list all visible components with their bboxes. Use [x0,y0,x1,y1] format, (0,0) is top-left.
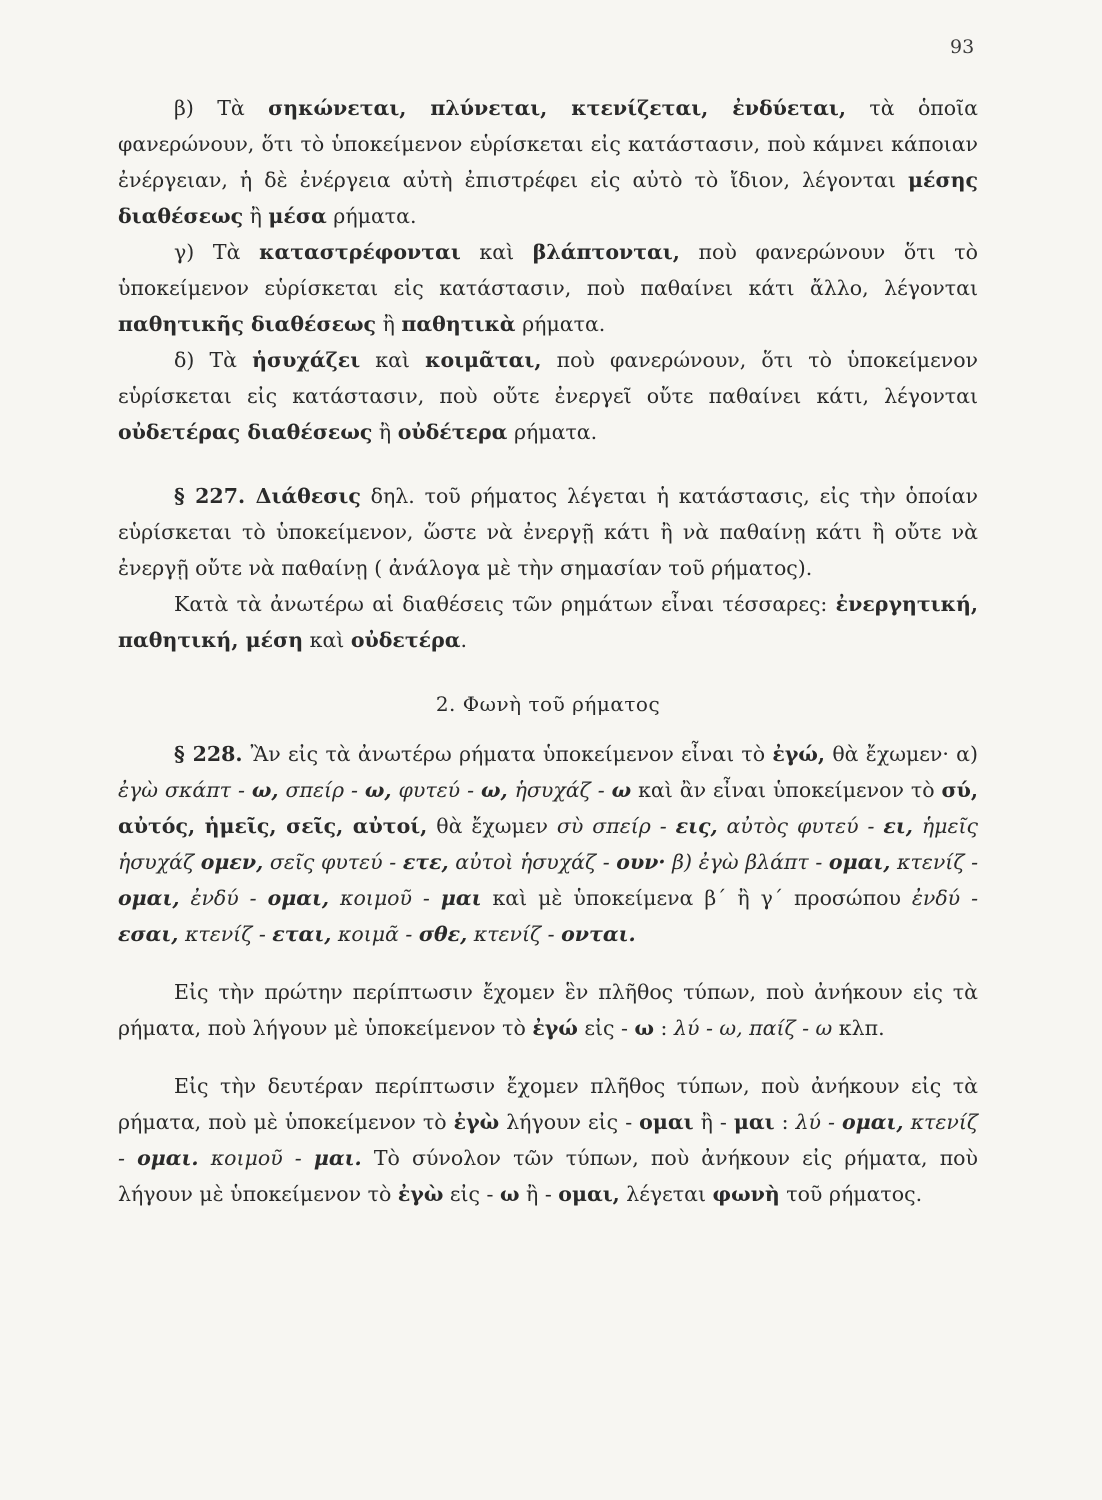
paragraph-gamma: γ) Τὰ καταστρέφονται καὶ βλάπτονται, ποὺ φανερώνουν ὅτι τὸ ὑποκείμενον εὑρίσκεται εἰς κατάστασιν, ποὺ παθαίνει κάτι ἄλλο, λέγονται παθητικῆς διαθέσεως ἢ παθητικὰ ρήματα. [118,240,978,336]
paragraph-beta: β) Τὰ σηκώνεται, πλύνεται, κτενίζεται, ἐνδύεται, τὰ ὁποῖα φανερώνουν, ὅτι τὸ ὑποκείμενον εὑρίσκεται εἰς κατάστασιν, ποὺ κάμνει κάποιαν ἐνέργειαν, ἡ δὲ ἐνέργεια αὐτὴ ἐπιστρέφει εἰς αὐτὸ τὸ ἴδιον, λέγονται μέσης διαθέσεως ἢ μέσα ρήματα. [118,96,978,228]
paragraph-first-case: Εἰς τὴν πρώτην περίπτωσιν ἔχομεν ἓν πλῆθος τύπων, ποὺ ἀνήκουν εἰς τὰ ρήματα, ποὺ λήγουν μὲ ὑποκείμενον τὸ ἐγώ εἰς - ω : λύ - ω, παίζ - ω κλπ. [118,980,978,1040]
section-heading: 2. Φωνὴ τοῦ ρήματος [435,692,661,716]
page-body [118,90,978,1212]
paragraph-kata: Κατὰ τὰ ἀνωτέρω αἱ διαθέσεις τῶν ρημάτων εἶναι τέσσαρες: ἐνεργητική, παθητική, μέση καὶ οὐδετέρα. [118,592,978,652]
paragraph-228: § 228. Ἂν εἰς τὰ ἀνωτέρω ρήματα ὑποκείμενον εἶναι τὸ ἐγώ, θὰ ἔχωμεν· α) ἐγὼ σκάπτ - ω, σπείρ - ω, φυτεύ - ω, ἡσυχάζ - ω καὶ ἂν εἶναι ὑποκείμενον τὸ σύ, αὐτός, ἡμεῖς, σεῖς, αὐτοί, θὰ ἔχωμεν σὺ σπείρ - εις, αὐτὸς φυτεύ - ει, ἡμεῖς ἡσυχάζ ομεν, σεῖς φυτεύ - ετε, αὐτοὶ ἡσυχάζ - ουν· β) ἐγὼ βλάπτ - ομαι, κτενίζ - ομαι, ἐνδύ - ομαι, κοιμοῦ - μαι καὶ μὲ ὑποκείμενα β΄ ἢ γ΄ προσώπου ἐνδύ - εσαι, κτενίζ - εται, κοιμᾶ - σθε, κτενίζ - ονται. [118,742,979,946]
paragraph-second-case: Εἰς τὴν δευτέραν περίπτωσιν ἔχομεν πλῆθος τύπων, ποὺ ἀνήκουν εἰς τὰ ρήματα, ποὺ μὲ ὑποκείμενον τὸ ἐγὼ λήγουν εἰς - ομαι ἢ - μαι : λύ - ομαι, κτενίζ - ομαι. κοιμοῦ - μαι. Τὸ σύνολον τῶν τύπων, ποὺ ἀνήκουν εἰς ρήματα, ποὺ λήγουν μὲ ὑποκείμενον τὸ ἐγὼ εἰς - ω ἢ - ομαι, λέγεται φωνὴ τοῦ ρήματος. [118,1074,978,1206]
page-number: 93 [950,36,975,58]
paragraph-227: § 227. Διάθεσις δηλ. τοῦ ρήματος λέγεται ἡ κατάστασις, εἰς τὴν ὁποίαν εὑρίσκεται τὸ ὑποκείμενον, ὥστε νὰ ἐνεργῇ κάτι ἢ νὰ παθαίνῃ κάτι ἢ οὔτε νὰ ἐνεργῇ οὔτε νὰ παθαίνῃ ( ἀνάλογα μὲ τὴν σημασίαν τοῦ ρήματος). [118,484,978,580]
paragraph-delta: δ) Τὰ ἡσυχάζει καὶ κοιμᾶται, ποὺ φανερώνουν, ὅτι τὸ ὑποκείμενον εὑρίσκεται εἰς κατάστασιν, ποὺ οὔτε ἐνεργεῖ οὔτε παθαίνει κάτι, λέγονται οὐδετέρας διαθέσεως ἢ οὐδέτερα ρήματα. [118,348,979,444]
